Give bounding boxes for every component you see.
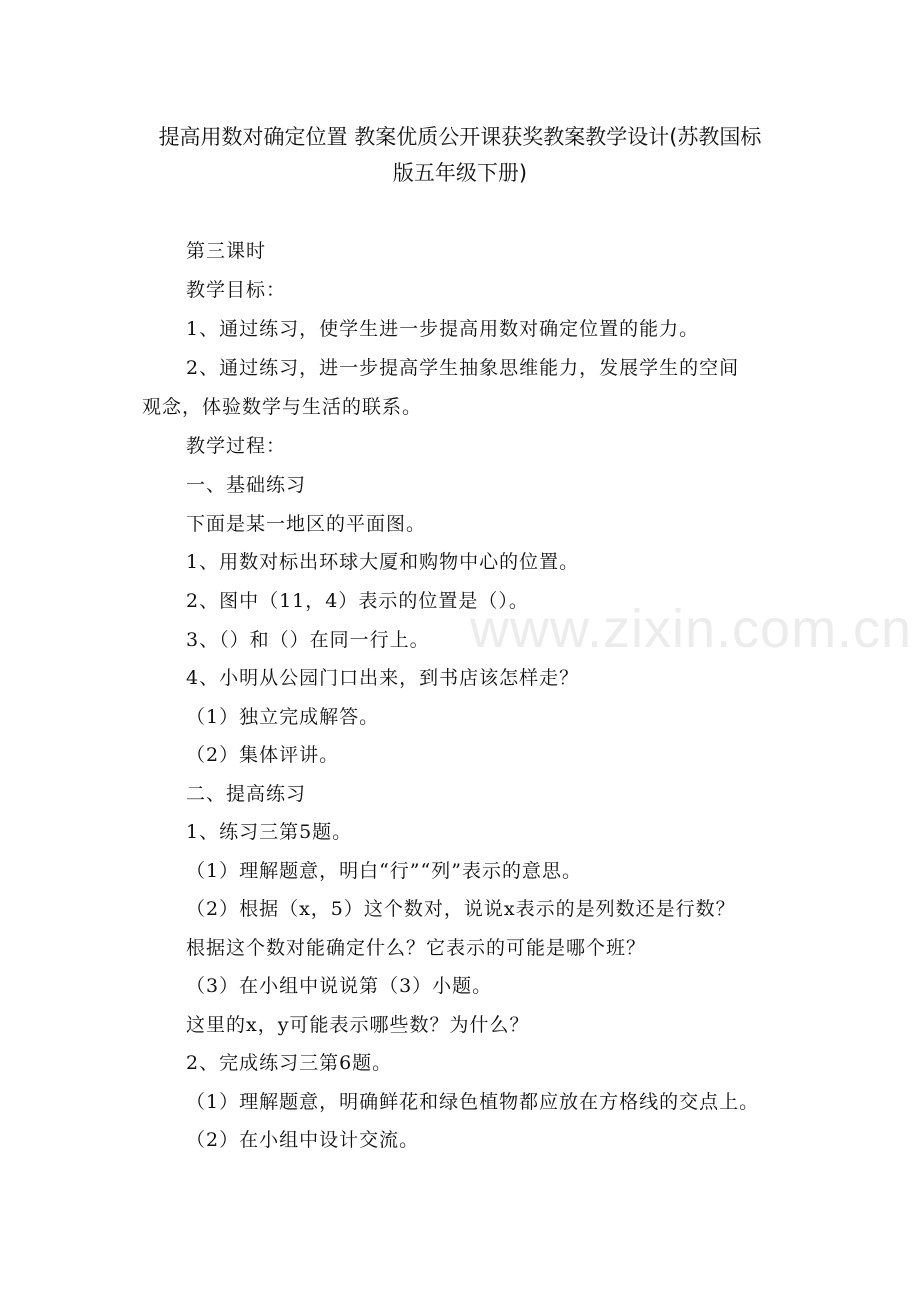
sub-item-number-pair-question: （2）根据（x，5）这个数对，说说x表示的是列数还是行数？	[186, 898, 736, 920]
list-item-advanced-2: 2、完成练习三第6题。	[186, 1052, 393, 1074]
sub-item-group-discussion: （3）在小组中说说第（3）小题。	[186, 975, 493, 997]
section-heading-goals: 教学目标：	[186, 279, 287, 301]
paragraph-goal-2: 2、通过练习，进一步提高学生抽象思维能力，发展学生的空间	[186, 357, 740, 379]
list-item-basic-2: 2、图中（11，4）表示的位置是（）。	[186, 590, 529, 612]
sub-item-group-design: （2）在小组中设计交流。	[186, 1129, 420, 1151]
document-title-line-1: 提高用数对确定位置 教案优质公开课获奖教案教学设计(苏教国标	[158, 125, 762, 149]
section-heading-process: 教学过程：	[186, 435, 287, 457]
sub-item-independent: （1）独立完成解答。	[186, 706, 380, 728]
list-item-advanced-1: 1、练习三第5题。	[186, 821, 353, 843]
document-title-line-2: 版五年级下册)	[392, 161, 528, 185]
sub-item-understand-rows-columns: （1）理解题意，明白“行”“列”表示的意思。	[186, 860, 582, 882]
paragraph-map-intro: 下面是某一地区的平面图。	[186, 513, 427, 535]
section-heading-advanced-practice: 二、提高练习	[186, 783, 307, 805]
sub-item-review: （2）集体评讲。	[186, 744, 340, 766]
list-item-basic-4: 4、小明从公园门口出来，到书店该怎样走？	[186, 667, 580, 689]
section-heading-basic-practice: 一、基础练习	[186, 474, 307, 496]
lesson-label: 第三课时	[186, 240, 267, 262]
paragraph-xy-question: 这里的x，y可能表示哪些数？为什么？	[186, 1014, 530, 1036]
list-item-basic-1: 1、用数对标出环球大厦和购物中心的位置。	[186, 551, 580, 573]
paragraph-goal-2-continued: 观念，体验数学与生活的联系。	[142, 396, 423, 418]
paragraph-goal-1: 1、通过练习，使学生进一步提高用数对确定位置的能力。	[186, 318, 700, 340]
list-item-basic-3: 3、（）和（）在同一行上。	[186, 629, 430, 651]
watermark: www.zixin.com.cn	[470, 599, 913, 659]
paragraph-number-pair-followup: 根据这个数对能确定什么？它表示的可能是哪个班？	[186, 937, 647, 959]
sub-item-grid-intersections: （1）理解题意，明确鲜花和绿色植物都应放在方格线的交点上。	[186, 1091, 760, 1113]
